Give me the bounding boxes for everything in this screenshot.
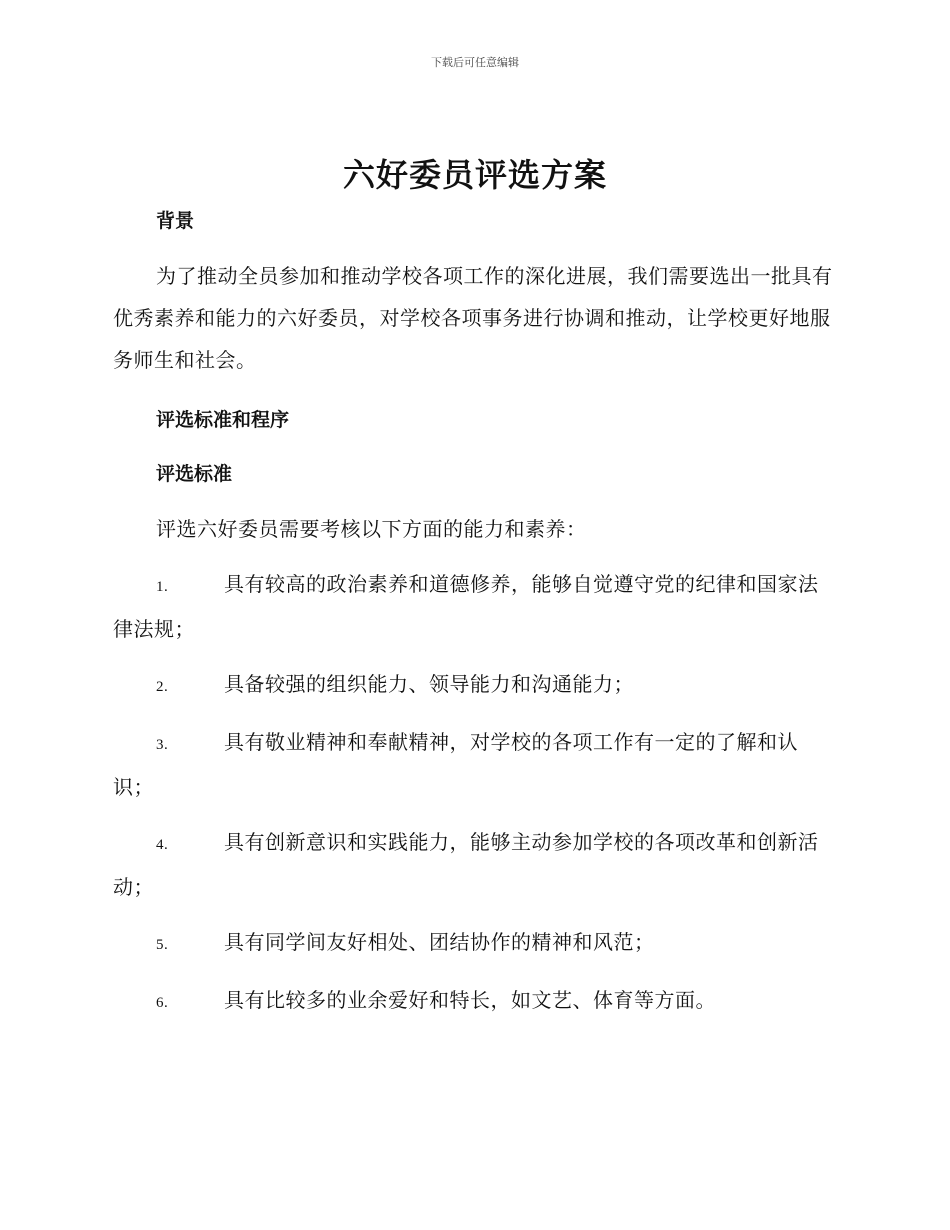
header-note: 下载后可任意编辑 bbox=[431, 56, 519, 69]
standards-program-heading: 评选标准和程序 bbox=[156, 409, 290, 431]
list-item bbox=[113, 979, 838, 1024]
list-item-text: 具备较强的组织能力、领导能力和沟通能力； bbox=[224, 672, 634, 696]
list-item bbox=[113, 921, 838, 966]
background-paragraph: 为了推动全员参加和推动学校各项工作的深化进展，我们需要选出一批具有优秀素养和能力的六好委员，对学校各项事务进行协调和推动，让学校更好地服务师生和社会。 bbox=[113, 264, 833, 372]
list-item-text: 具有创新意识和实践能力，能够主动参加学校的各项改革和创新活动； bbox=[113, 830, 819, 899]
list-item bbox=[113, 821, 838, 908]
background-heading: 背景 bbox=[156, 210, 195, 232]
standards-heading: 评选标准 bbox=[156, 463, 233, 485]
list-item-text: 具有较高的政治素养和道德修养，能够自觉遵守党的纪律和国家法律法规； bbox=[113, 572, 819, 641]
list-item bbox=[113, 721, 838, 808]
page-title: 六好委员评选方案 bbox=[342, 156, 607, 194]
list-item-text: 具有比较多的业余爱好和特长，如文艺、体育等方面。 bbox=[224, 988, 716, 1012]
list-item-text: 具有敬业精神和奉献精神，对学校的各项工作有一定的了解和认识； bbox=[113, 730, 798, 799]
standards-intro: 评选六好委员需要考核以下方面的能力和素养： bbox=[156, 517, 587, 541]
list-item bbox=[113, 663, 838, 708]
list-item-number: 3. bbox=[156, 737, 169, 753]
list-item-number: 4. bbox=[156, 837, 169, 853]
list-item-number: 5. bbox=[156, 937, 169, 953]
list-item-text: 具有同学间友好相处、团结协作的精神和风范； bbox=[224, 930, 655, 954]
criteria-list bbox=[113, 563, 838, 1024]
list-item-number: 6. bbox=[156, 995, 169, 1011]
document-body bbox=[113, 200, 838, 1024]
list-item-number: 2. bbox=[156, 679, 169, 695]
list-item-number: 1. bbox=[156, 579, 169, 595]
list-item bbox=[113, 563, 838, 650]
